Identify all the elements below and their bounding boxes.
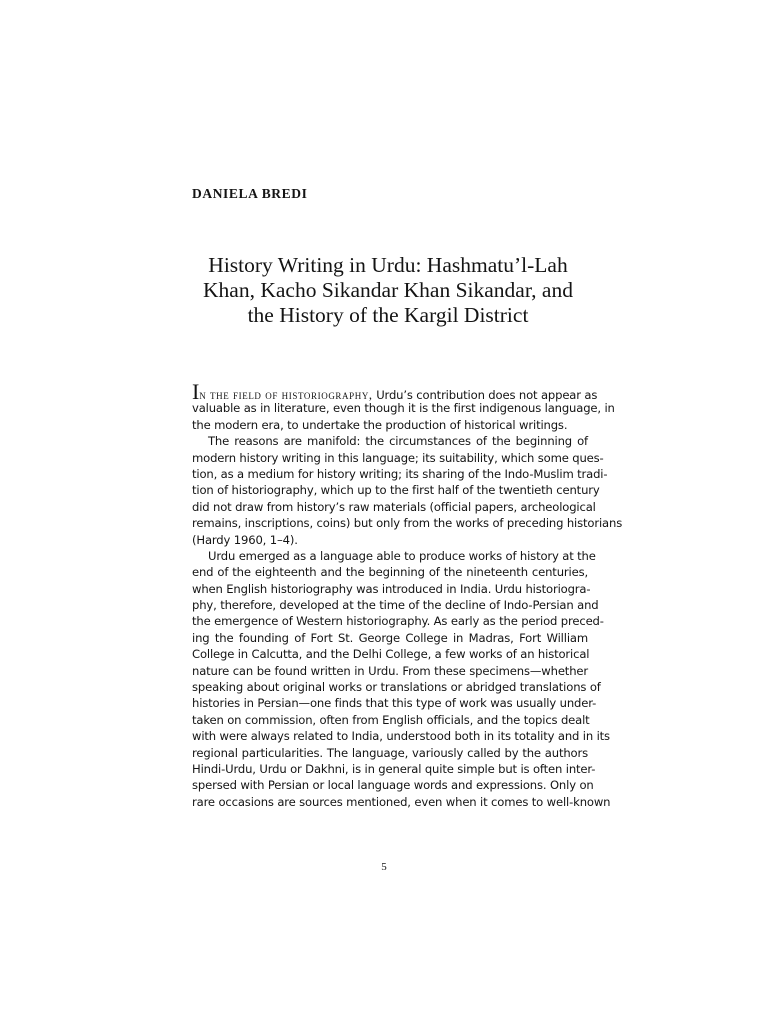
opening-rest: Urdu’s contribution does not appear as [372,388,598,402]
body-line: modern history writing in this language; its suitability, which some ques- [192,450,604,465]
body-line: with were always related to India, understood both in its totality and in its [192,729,610,744]
body-line: phy, therefore, developed at the time of the decline of Indo-Persian and [192,598,599,613]
body-line: histories in Persian—one finds that this type of work was usually under- [192,696,597,711]
drop-initial: I [192,379,200,404]
body-line: the emergence of Western historiography. As early as the period preced- [192,614,604,629]
opening-smallcaps: n the field of historiography, [199,388,373,402]
body-line: Hindi-Urdu, Urdu or Dakhni, is in general quite simple but is often inter- [192,761,596,776]
article-title [180,253,596,328]
opening-line [192,379,598,404]
body-line: taken on commission, often from English officials, and the topics dealt [192,712,590,727]
body-line: valuable as in literature, even though it is the first indigenous language, in [192,401,615,416]
body-line: the modern era, to undertake the production of historical writings. [192,417,568,432]
body-line: when English historiography was introduced in India. Urdu historiogra- [192,581,591,596]
body-line: Urdu emerged as a language able to produce works of history at the [208,548,596,563]
body-line: (Hardy 1960, 1–4). [192,532,298,547]
body-line: The reasons are manifold: the circumstances of the beginning of [208,434,588,449]
body-line: remains, inscriptions, coins) but only from the works of preceding historians [192,516,623,531]
body-line: ing the founding of Fort St. George College in Madras, Fort William [192,630,588,645]
body-line: spersed with Persian or local language words and expressions. Only on [192,778,594,793]
body-line: speaking about original works or translations or abridged translations of [192,680,601,695]
page-number: 5 [381,861,387,873]
body-line: did not draw from history’s raw materials (official papers, archeological [192,499,596,514]
author-name: DANIELA BREDI [192,186,308,201]
body-line: College in Calcutta, and the Delhi College, a few works of an historical [192,647,590,662]
title-line: the History of the Kargil District [247,303,529,327]
article-body [192,379,623,810]
body-line: regional particularities. The language, variously called by the authors [192,745,588,760]
title-line: History Writing in Urdu: Hashmatu’l-Lah [208,253,568,277]
body-line: tion of historiography, which up to the first half of the twentieth century [192,483,600,498]
title-line: Khan, Kacho Sikandar Khan Sikandar, and [203,278,573,302]
body-line: nature can be found written in Urdu. From these specimens—whether [192,663,588,678]
body-line: tion, as a medium for history writing; its sharing of the Indo-Muslim tradi- [192,466,608,481]
body-line: rare occasions are sources mentioned, even when it comes to well-known [192,794,611,809]
body-line: end of the eighteenth and the beginning of the nineteenth centuries, [192,565,588,580]
